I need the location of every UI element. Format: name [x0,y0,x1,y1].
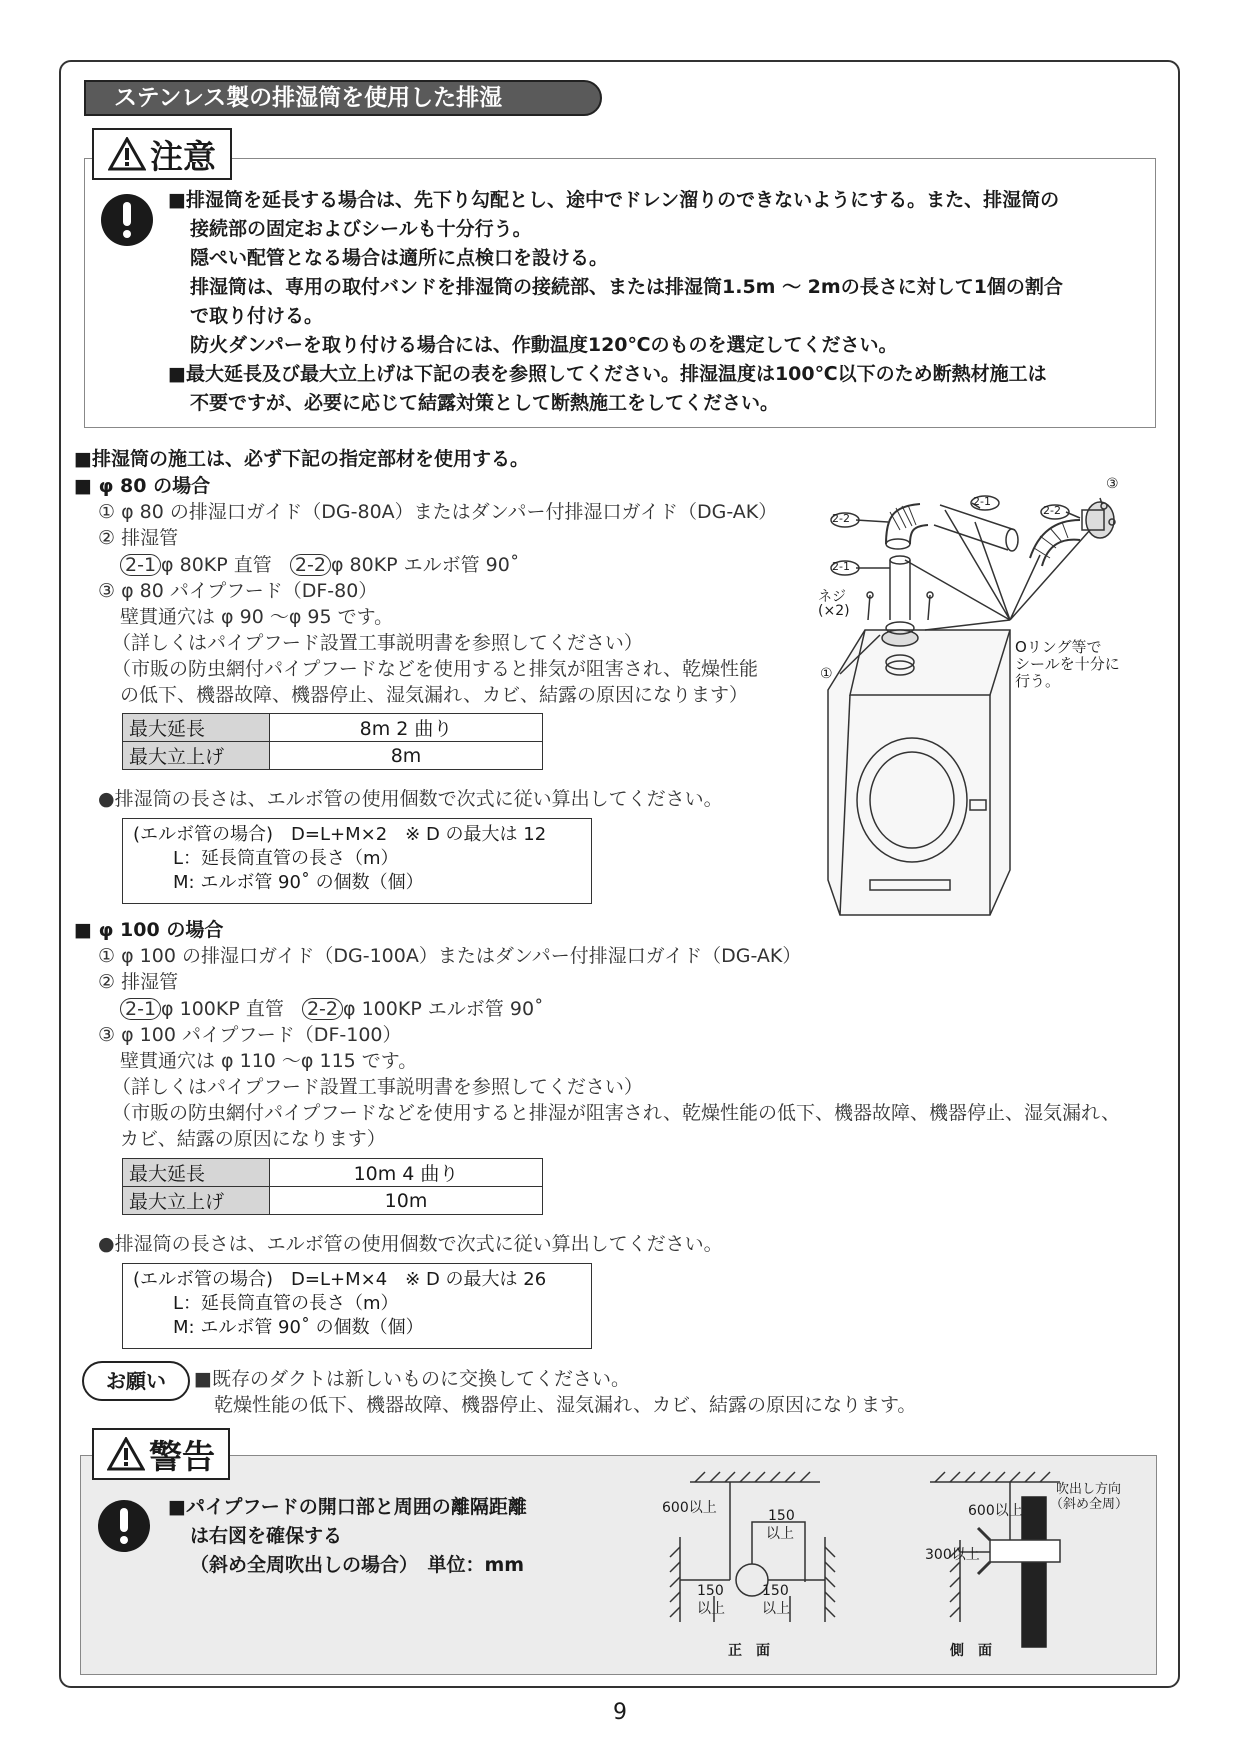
table-row [123,742,543,770]
front-bottom-clearance: 150 [762,1583,789,1599]
phi80-item2: ② 排湿管 [98,527,179,549]
phi80-pipes [120,553,519,577]
caution-exclamation-icon [101,194,153,246]
formula-line: M: エルボ管 90˚ の個数（個） [173,872,424,893]
front-bottom-clearance: 以上 [762,1601,790,1617]
side-direction-label: 吹出し方向 [1056,1482,1122,1497]
warning-line: （斜め全周吹出しの場合） 単位：mm [190,1554,525,1576]
caution-tab [92,128,232,180]
elbow-label: 2-2 [832,512,850,525]
table-row [123,714,543,742]
table-value: 10m [270,1187,543,1215]
phi100-hole: 壁貫通穴は φ 110 ～φ 115 です。 [120,1050,418,1072]
screw-count-label: (×2) [818,603,850,619]
table-row [123,1159,543,1187]
caution-line: 隠ぺい配管となる場合は適所に点検口を設ける。 [190,247,609,269]
table-value: 10m 4 曲り [270,1159,543,1187]
phi100-formula [122,1263,592,1349]
caution-line: 不要ですが、必要に応じて結露対策として断熱施工をしてください。 [190,392,780,414]
caution-label: 注意 [150,136,216,176]
phi80-formula [122,818,592,904]
phi100-item3: ③ φ 100 パイプフード（DF-100） [98,1024,402,1046]
warning-tab [92,1428,230,1480]
part-chip: 2-2 [302,998,343,1020]
table-label: 最大延長 [123,1159,270,1187]
phi80-note2b: の低下、機器故障、機器停止、湿気漏れ、カビ、結露の原因になります） [120,684,748,706]
warning-label: 警告 [149,1436,215,1476]
part-chip: 2-1 [120,554,161,576]
caution-line: ■最大延長及び最大立上げは下記の表を参照してください。排湿温度は100℃以下のため断熱材施工は [168,363,1047,385]
formula-line: (エルボ管の場合) D=L+M×4 ※ D の最大は 26 [133,1269,547,1290]
caution-line: ■排湿筒を延長する場合は、先下り勾配とし、途中でドレン溜りのできないようにする。また、排湿筒の [168,189,1060,211]
phi100-spec-table [122,1158,543,1215]
table-label: 最大立上げ [123,1187,270,1215]
straight-label: 2-1 [973,495,991,508]
caution-line: 防火ダンパーを取り付ける場合には、作動温度120℃のものを選定してください。 [190,334,898,356]
pipe-elbow: φ 100KP エルボ管 90˚ [343,998,544,1020]
pipe-elbow: φ 80KP エルボ管 90˚ [330,554,520,576]
request-badge: お願い [82,1361,190,1401]
caution-line: 接続部の固定およびシールも十分行う。 [190,218,532,240]
section-title: ステンレス製の排湿筒を使用した排湿 [84,80,602,116]
front-bottom-clearance: 150 [697,1583,724,1599]
side-top-clearance: 600以上 [968,1503,1023,1519]
table-label: 最大延長 [123,714,270,742]
phi100-note1: （詳しくはパイプフード設置工事説明書を参照してください） [112,1076,643,1098]
pipe-straight: φ 100KP 直管 [161,998,284,1020]
formula-line: L：延長筒直管の長さ（m） [173,1293,399,1314]
warning-exclamation-icon [98,1500,150,1552]
phi100-item1: ① φ 100 の排湿口ガイド（DG-100A）またはダンパー付排湿口ガイド（DG-AK） [98,945,802,967]
request-line: ■既存のダクトは新しいものに交換してください。 [194,1368,630,1390]
side-direction-label: （斜め全周） [1050,1497,1129,1512]
phi100-heading: ■ φ 100 の場合 [74,919,224,941]
phi80-heading: ■ φ 80 の場合 [74,475,211,497]
phi80-hole: 壁貫通穴は φ 90 ～φ 95 です。 [120,606,394,628]
phi100-note2b: カビ、結露の原因になります） [120,1128,386,1150]
phi100-calc: ●排湿筒の長さは、エルボ管の使用個数で次式に従い算出してください。 [98,1233,723,1255]
table-row [123,1187,543,1215]
warning-line: ■パイプフードの開口部と周囲の離隔距離 [168,1496,527,1518]
phi100-note2a: （市販の防虫網付パイプフードなどを使用すると排湿が阻害され、乾燥性能の低下、機器故障、機器停止、湿気漏れ、 [112,1102,1121,1124]
guide-number-label: ① [820,666,833,682]
side-front-clearance: 300以上 [925,1547,980,1563]
front-caption: 正 面 [728,1643,770,1659]
front-top-clearance: 600以上 [662,1500,717,1516]
hood-number-label: ③ [1106,476,1119,492]
table-value: 8m [270,742,543,770]
front-bottom-clearance: 以上 [697,1601,725,1617]
request-line: 乾燥性能の低下、機器故障、機器停止、湿気漏れ、カビ、結露の原因になります。 [214,1394,917,1416]
phi80-note1: （詳しくはパイプフード設置工事説明書を参照してください） [112,632,643,654]
front-side-clearance: 以上 [766,1526,794,1542]
formula-line: L：延長筒直管の長さ（m） [173,848,399,869]
phi80-spec-table [122,713,543,770]
seal-note: 行う。 [1015,672,1061,690]
table-label: 最大立上げ [123,742,270,770]
page-number: 9 [613,1700,627,1725]
phi80-calc: ●排湿筒の長さは、エルボ管の使用個数で次式に従い算出してください。 [98,788,723,810]
part-chip: 2-2 [290,554,331,576]
straight-label: 2-1 [832,560,850,573]
elbow-label: 2-2 [1043,504,1061,517]
installation-diagram [810,470,1160,930]
phi100-item2: ② 排湿管 [98,971,179,993]
table-value: 8m 2 曲り [270,714,543,742]
formula-line: M: エルボ管 90˚ の個数（個） [173,1317,424,1338]
warning-triangle-icon [108,137,146,171]
phi100-pipes [120,997,544,1021]
phi80-note2a: （市販の防虫網付パイプフードなどを使用すると排気が阻害され、乾燥性能 [112,658,759,680]
phi80-item3: ③ φ 80 パイプフード（DF-80） [98,580,378,602]
screw-label: ネジ [818,589,846,605]
warning-triangle-icon [107,1437,145,1471]
caution-line: 排湿筒は、専用の取付バンドを排湿筒の接続部、または排湿筒1.5m ～ 2mの長さに対して1個の割合 [190,276,1063,298]
pipe-straight: φ 80KP 直管 [161,554,272,576]
part-chip: 2-1 [120,998,161,1020]
side-caption: 側 面 [950,1643,992,1659]
caution-line: で取り付ける。 [190,305,324,327]
warning-line: は右図を確保する [190,1525,343,1547]
formula-line: (エルボ管の場合) D=L+M×2 ※ D の最大は 12 [133,824,547,845]
seal-note: Oリング等で [1015,638,1102,656]
seal-note: シールを十分に [1015,655,1120,673]
phi80-item1: ① φ 80 の排湿口ガイド（DG-80A）またはダンパー付排湿口ガイド（DG-AK） [98,501,778,523]
front-side-clearance: 150 [768,1508,795,1524]
intro-text: ■排湿筒の施工は、必ず下記の指定部材を使用する。 [74,448,529,470]
